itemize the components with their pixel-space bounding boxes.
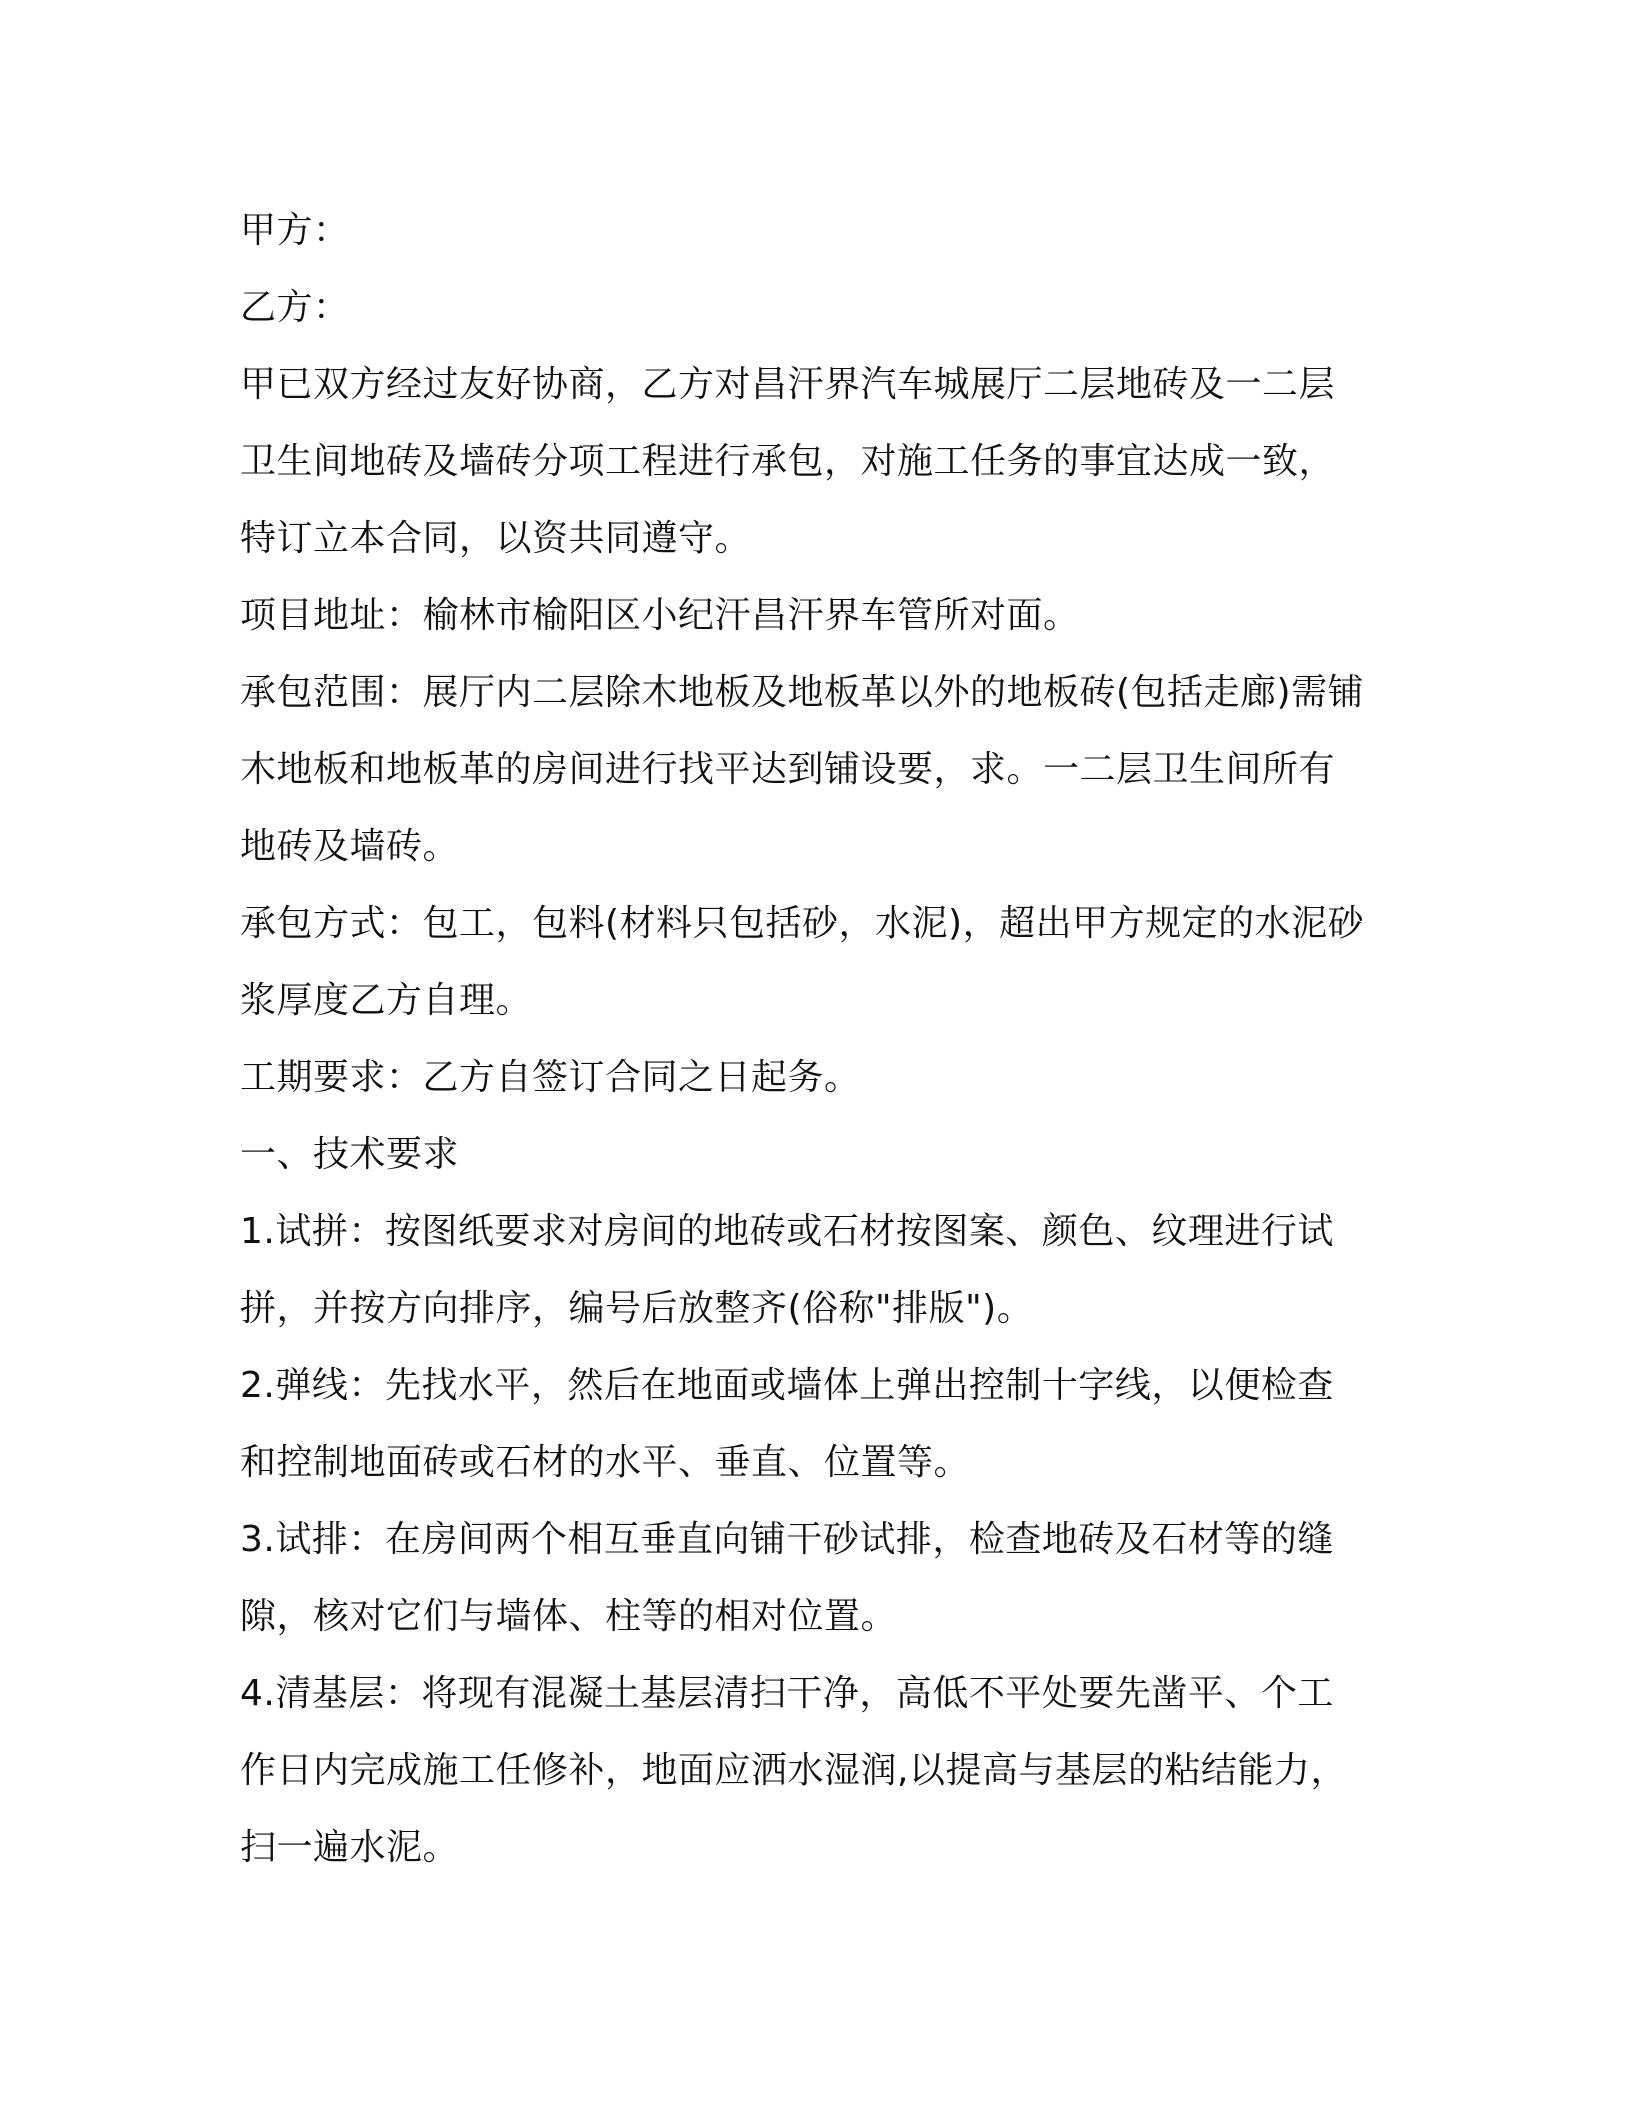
contract-body [240, 192, 1390, 1886]
item-4-line-3: 扫一遍水泥。 [240, 1827, 460, 1868]
intro-line-1: 甲已双方经过友好协商，乙方对昌汗界汽车城展厅二层地砖及一二层 [240, 364, 1336, 405]
item-4-line-1: 4.清基层：将现有混凝土基层清扫干净，高低不平处要先凿平、个工 [240, 1673, 1334, 1714]
item-1-line-1: 1.试拼：按图纸要求对房间的地砖或石材按图案、颜色、纹理进行试 [240, 1211, 1334, 1252]
intro-line-3: 特订立本合同，以资共同遵守。 [240, 518, 752, 559]
item-2-line-1: 2.弹线：先找水平，然后在地面或墙体上弹出控制十字线，以便检查 [240, 1365, 1334, 1406]
intro-line-2: 卫生间地砖及墙砖分项工程进行承包，对施工任务的事宜达成一致， [240, 441, 1336, 482]
project-address-line: 项目地址：榆林市榆阳区小纪汗昌汗界车管所对面。 [240, 595, 1080, 636]
item-2-line-2: 和控制地面砖或石材的水平、垂直、位置等。 [240, 1442, 971, 1483]
item-3-line-1: 3.试排：在房间两个相互垂直向铺干砂试排，检查地砖及石材等的缝 [240, 1519, 1334, 1560]
item-3-line-2: 隙，核对它们与墙体、柱等的相对位置。 [240, 1596, 898, 1637]
item-4-line-2: 作日内完成施工任修补，地面应洒水湿润,以提高与基层的粘结能力， [240, 1750, 1347, 1791]
item-1-line-2: 拼，并按方向排序，编号后放整齐(俗称"排版")。 [240, 1288, 1034, 1329]
scope-line-1: 承包范围：展厅内二层除木地板及地板革以外的地板砖(包括走廊)需铺 [240, 672, 1365, 713]
party-b-line: 乙方： [240, 287, 350, 328]
scope-line-3: 地砖及墙砖。 [240, 826, 460, 867]
party-a-line: 甲方： [240, 210, 350, 251]
scope-line-2: 木地板和地板革的房间进行找平达到铺设要，求。一二层卫生间所有 [240, 749, 1336, 790]
method-line-2: 浆厚度乙方自理。 [240, 980, 533, 1021]
section-heading-technical: 一、技术要求 [240, 1134, 460, 1175]
schedule-line: 工期要求：乙方自签订合同之日起务。 [240, 1057, 861, 1098]
method-line-1: 承包方式：包工，包料(材料只包括砂，水泥)，超出甲方规定的水泥砂 [240, 903, 1365, 944]
